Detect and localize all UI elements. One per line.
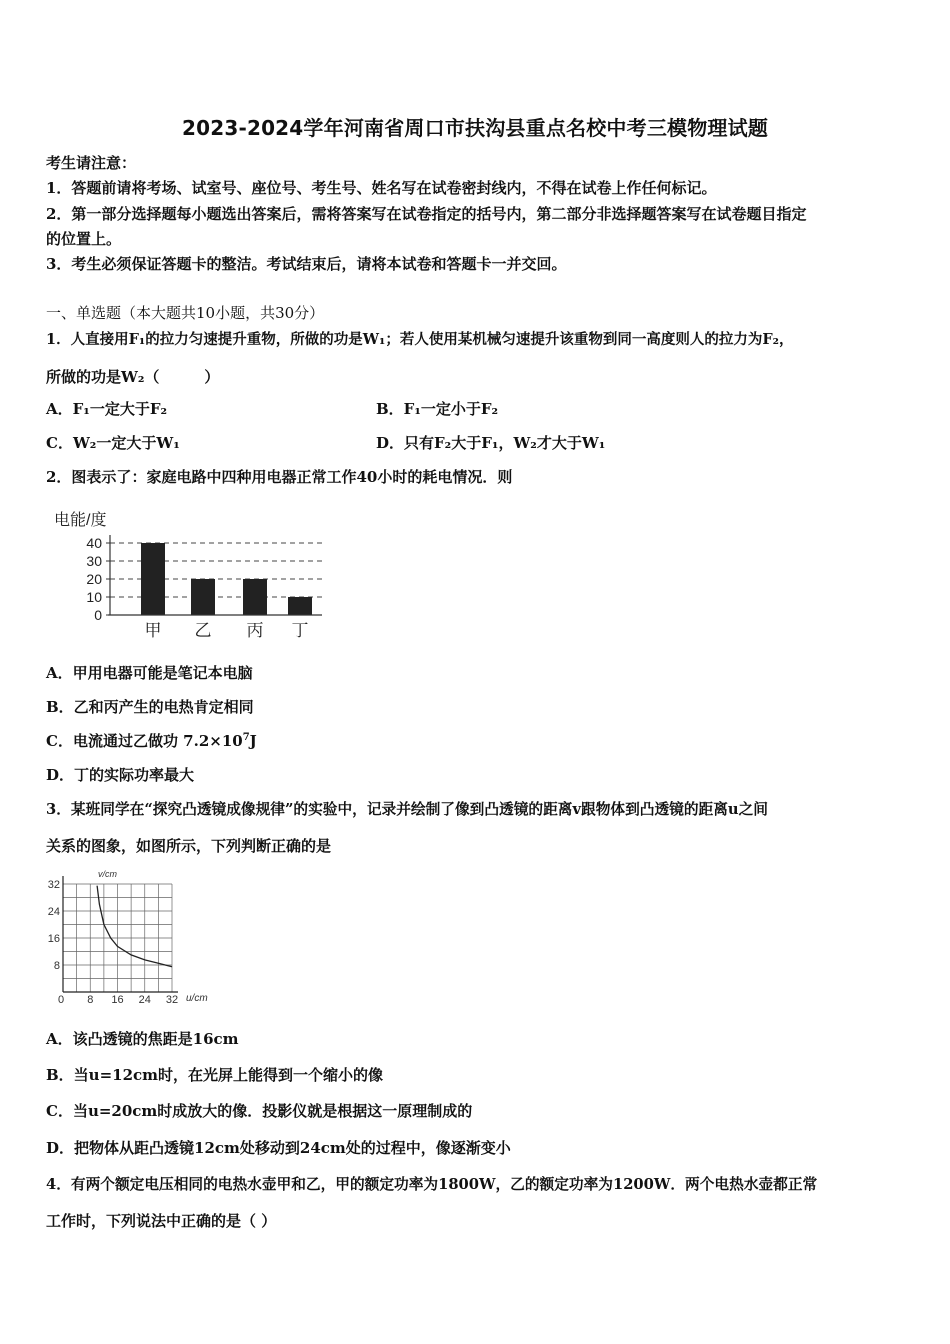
notice-item-3: 3．考生必须保证答题卡的整洁。考试结束后，请将本试卷和答题卡一并交回。 <box>46 255 567 273</box>
q4-stem-line2: 工作时，下列说法中正确的是（ ） <box>46 1212 277 1230</box>
q4-stem-line1: 4．有两个额定电压相同的电热水壶甲和乙，甲的额定功率为1800W，乙的额定功率为1200W．两个电热水壶都正常 <box>46 1176 818 1193</box>
bar-chart-category-label: 丁 <box>291 621 309 640</box>
q2-option-c <box>46 730 257 751</box>
q3-option-d: D．把物体从距凸透镜12cm处移动到24cm处的过程中，像逐渐变小 <box>46 1139 511 1157</box>
lens-xtick-label: 24 <box>138 994 151 1006</box>
lens-ytick-label: 16 <box>47 933 60 945</box>
lens-xtick-label: 16 <box>111 994 124 1006</box>
q1-stem-line2: 所做的功是W₂（ ） <box>46 368 220 386</box>
q2-option-d: D．丁的实际功率最大 <box>46 766 195 784</box>
q1-stem-line1: 1．人直接用F₁的拉力匀速提升重物，所做的功是W₁；若人使用某机械匀速提升该重物到同一高度则人的拉力为F₂， <box>46 331 794 348</box>
q2-option-a: A．甲用电器可能是笔记本电脑 <box>46 664 253 682</box>
q2-option-c-exponent: 7 <box>242 732 250 743</box>
bar-chart-category-label: 甲 <box>144 621 162 640</box>
bar-2 <box>191 579 215 615</box>
bar-chart-ytick-label: 10 <box>86 589 102 605</box>
bar-chart-category-label: 乙 <box>194 621 212 640</box>
bar-3 <box>243 579 267 615</box>
q2-option-b: B．乙和丙产生的电热肯定相同 <box>46 698 254 716</box>
q3-option-c: C．当u=20cm时成放大的像．投影仪就是根据这一原理制成的 <box>46 1102 473 1120</box>
q1-option-d: D．只有F₂大于F₁，W₂才大于W₁ <box>376 434 606 452</box>
bar-1 <box>141 543 165 615</box>
q2-option-c-unit: J <box>249 732 257 750</box>
lens-curve <box>97 886 172 967</box>
bar-chart-ytick-label: 20 <box>86 571 102 587</box>
bar-chart-category-label: 丙 <box>246 621 264 640</box>
lens-xtick-label: 8 <box>87 994 94 1006</box>
bar-chart-ytick-label: 30 <box>86 553 102 569</box>
notice-item-2-cont: 的位置上。 <box>46 230 122 248</box>
lens-xtick-label: 0 <box>57 994 65 1006</box>
lens-ytick-label: 8 <box>53 960 60 972</box>
notice-item-1: 1．答题前请将考场、试室号、座位号、考生号、姓名写在试卷密封线内，不得在试卷上作任何标记。 <box>46 179 717 197</box>
lens-graph-ylabel: v/cm <box>98 869 117 879</box>
q1-option-b: B．F₁一定小于F₂ <box>376 400 499 418</box>
q2-option-c-text: C．电流通过乙做功 7.2×10 <box>46 732 243 750</box>
q3-option-a: A．该凸透镜的焦距是16cm <box>46 1030 239 1048</box>
lens-graph <box>40 866 220 1008</box>
lens-ytick-label: 32 <box>47 879 60 891</box>
q2-stem: 2．图表示了：家庭电路中四种用电器正常工作40小时的耗电情况．则 <box>46 468 513 486</box>
q1-option-c: C．W₂一定大于W₁ <box>46 434 180 452</box>
lens-graph-xlabel: u/cm <box>186 993 208 1004</box>
q3-option-b: B．当u=12cm时，在光屏上能得到一个缩小的像 <box>46 1066 384 1084</box>
lens-ytick-label: 24 <box>47 906 60 918</box>
notice-item-2: 2．第一部分选择题每小题选出答案后，需将答案写在试卷指定的括号内，第二部分非选择题答案写在试卷题目指定 <box>46 205 807 223</box>
q3-stem-line1: 3．某班同学在“探究凸透镜成像规律”的实验中，记录并绘制了像到凸透镜的距离v跟物体到凸透镜的距离u之间 <box>46 801 768 818</box>
section-heading: 一、单选题（本大题共10小题，共30分） <box>46 304 325 322</box>
q1-option-a: A．F₁一定大于F₂ <box>46 400 168 418</box>
notice-heading: 考生请注意： <box>46 154 137 172</box>
bar-chart-ylabel: 电能/度 <box>54 512 107 529</box>
q3-stem-line2: 关系的图象，如图所示，下列判断正确的是 <box>46 837 332 855</box>
energy-bar-chart <box>50 505 340 640</box>
page-title: 2023-2024学年河南省周口市扶沟县重点名校中考三模物理试题 <box>181 116 769 140</box>
bar-chart-ytick-label: 0 <box>94 607 102 623</box>
bar-4 <box>288 597 312 615</box>
lens-xtick-label: 32 <box>165 994 179 1006</box>
bar-chart-ytick-label: 40 <box>86 535 102 551</box>
